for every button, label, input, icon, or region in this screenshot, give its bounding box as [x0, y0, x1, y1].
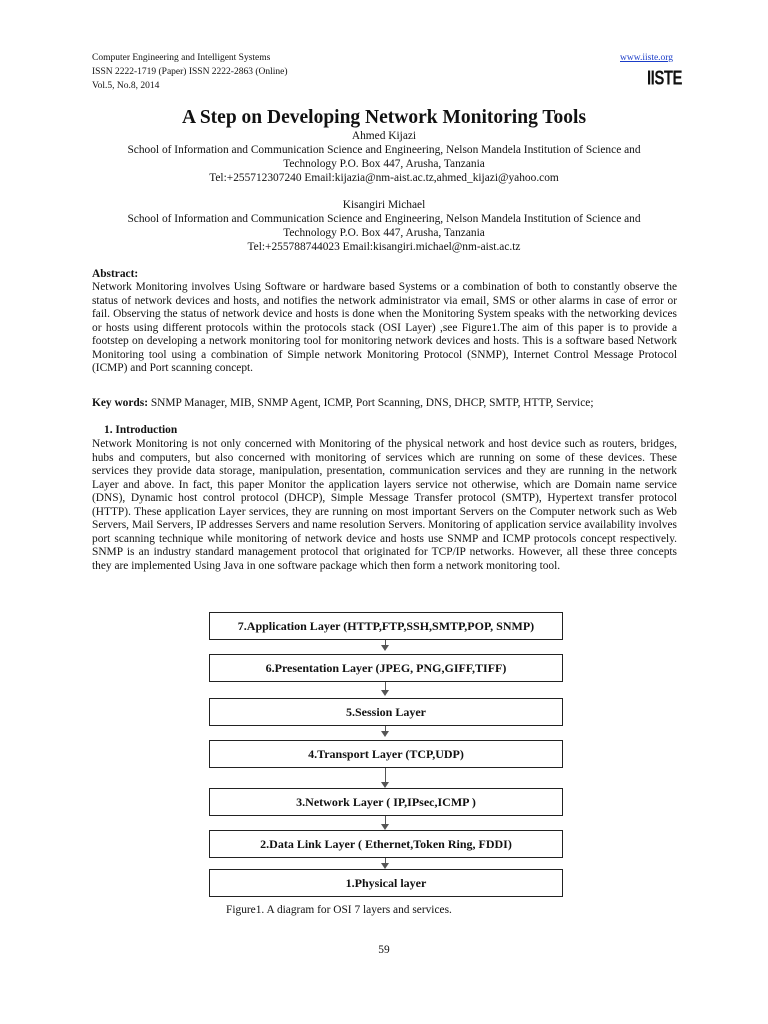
journal-website-link[interactable]: www.iiste.org	[620, 53, 674, 63]
connector-line	[385, 726, 386, 731]
arrow-down-icon	[381, 731, 389, 737]
osi-layer-data-link: 2.Data Link Layer ( Ethernet,Token Ring, FDDI)	[209, 830, 563, 858]
introduction-text: Network Monitoring is not only concerned with Monitoring of the physical network and host device such as routers, bridges, hubs and computers, but also concerned with monitoring of services which are running on some of these devices. These services they provide data storage, manipulation, presentation, communication services and they are running in the network Layer and above. In fact, this paper Monitor the application layers service not otherwise, which are Domain name service (DNS), Dynamic host control protocol (DHCP), Simple Message Transfer protocol (SMTP), Hypertext transfer protocol (HTTP). These application Layer services, they are running on most important Servers on the Computer network such as Web Servers, Mail Servers, IP addresses Servers and name resolution Servers. Monitoring of application service availability involves port scanning technique while monitoring of network device and hosts use SNMP and ICMP protocols concept respectively. SNMP is an industry standard management protocol that originated for TCP/IP networks. However, all these three concepts they are implemented Using Java in one software package which then form a network monitoring tool.	[92, 438, 677, 572]
osi-layer-physical: 1.Physical layer	[209, 869, 563, 897]
keywords-line	[92, 397, 677, 411]
osi-layer-network: 3.Network Layer ( IP,IPsec,ICMP )	[209, 788, 563, 816]
author-affiliation: Technology P.O. Box 447, Arusha, Tanzania	[283, 227, 485, 239]
journal-name: Computer Engineering and Intelligent Systems	[92, 53, 271, 63]
paper-title: A Step on Developing Network Monitoring Tools	[181, 107, 587, 128]
keywords-list: SNMP Manager, MIB, SNMP Agent, ICMP, Port Scanning, DNS, DHCP, SMTP, HTTP, Service;	[148, 397, 594, 409]
page-number: 59	[378, 944, 390, 956]
section-heading: 1. Introduction	[104, 424, 178, 436]
volume-line: Vol.5, No.8, 2014	[92, 81, 160, 91]
issn-line: ISSN 2222-1719 (Paper) ISSN 2222-2863 (Online)	[92, 67, 288, 77]
connector-line	[385, 858, 386, 863]
arrow-down-icon	[381, 824, 389, 830]
author-contact: Tel:+255788744023 Email:kisangiri.michael@nm-aist.ac.tz	[247, 241, 521, 253]
iiste-logo: IISTE	[647, 67, 683, 90]
arrow-down-icon	[381, 645, 389, 651]
author-contact: Tel:+255712307240 Email:kijazia@nm-aist.ac.tz,ahmed_kijazi@yahoo.com	[209, 172, 559, 184]
author-affiliation: School of Information and Communication Science and Engineering, Nelson Mandela Institution of Science and	[127, 144, 641, 156]
connector-line	[385, 768, 386, 782]
author-affiliation: School of Information and Communication Science and Engineering, Nelson Mandela Institution of Science and	[127, 213, 641, 225]
osi-layer-application: 7.Application Layer (HTTP,FTP,SSH,SMTP,POP, SNMP)	[209, 612, 563, 640]
figure-caption: Figure1. A diagram for OSI 7 layers and services.	[226, 904, 452, 916]
author-affiliation: Technology P.O. Box 447, Arusha, Tanzania	[283, 158, 485, 170]
connector-line	[385, 640, 386, 645]
author-name: Kisangiri Michael	[342, 199, 426, 211]
abstract-text: Network Monitoring involves Using Software or hardware based Systems or a combination of both to constantly observe the status of network devices and hosts, and notifies the network administrator via email, SMS or other alarms in case of error or fail. Observing the status of network device and hosts is done when the Monitoring System speaks with the networking devices or hosts using different protocols within the protocols stack (OSI Layer) ,see Figure1.The aim of this paper is to provide a footstep on developing a network monitoring tool for monitoring network devices and hosts. This is a software based Network Monitoring tool using a combination of Simple network Monitoring Protocol (SNMP), Internet Control Message Protocol (ICMP) and Port scanning concept.	[92, 281, 677, 374]
arrow-down-icon	[381, 782, 389, 788]
arrow-down-icon	[381, 863, 389, 869]
arrow-down-icon	[381, 690, 389, 696]
author-name: Ahmed Kijazi	[351, 130, 417, 142]
osi-layer-transport: 4.Transport Layer (TCP,UDP)	[209, 740, 563, 768]
connector-line	[385, 682, 386, 690]
keywords-label: Key words:	[92, 397, 148, 409]
connector-line	[385, 816, 386, 824]
abstract-heading: Abstract:	[92, 268, 139, 280]
osi-layer-session: 5.Session Layer	[209, 698, 563, 726]
osi-layer-presentation: 6.Presentation Layer (JPEG, PNG,GIFF,TIFF)	[209, 654, 563, 682]
